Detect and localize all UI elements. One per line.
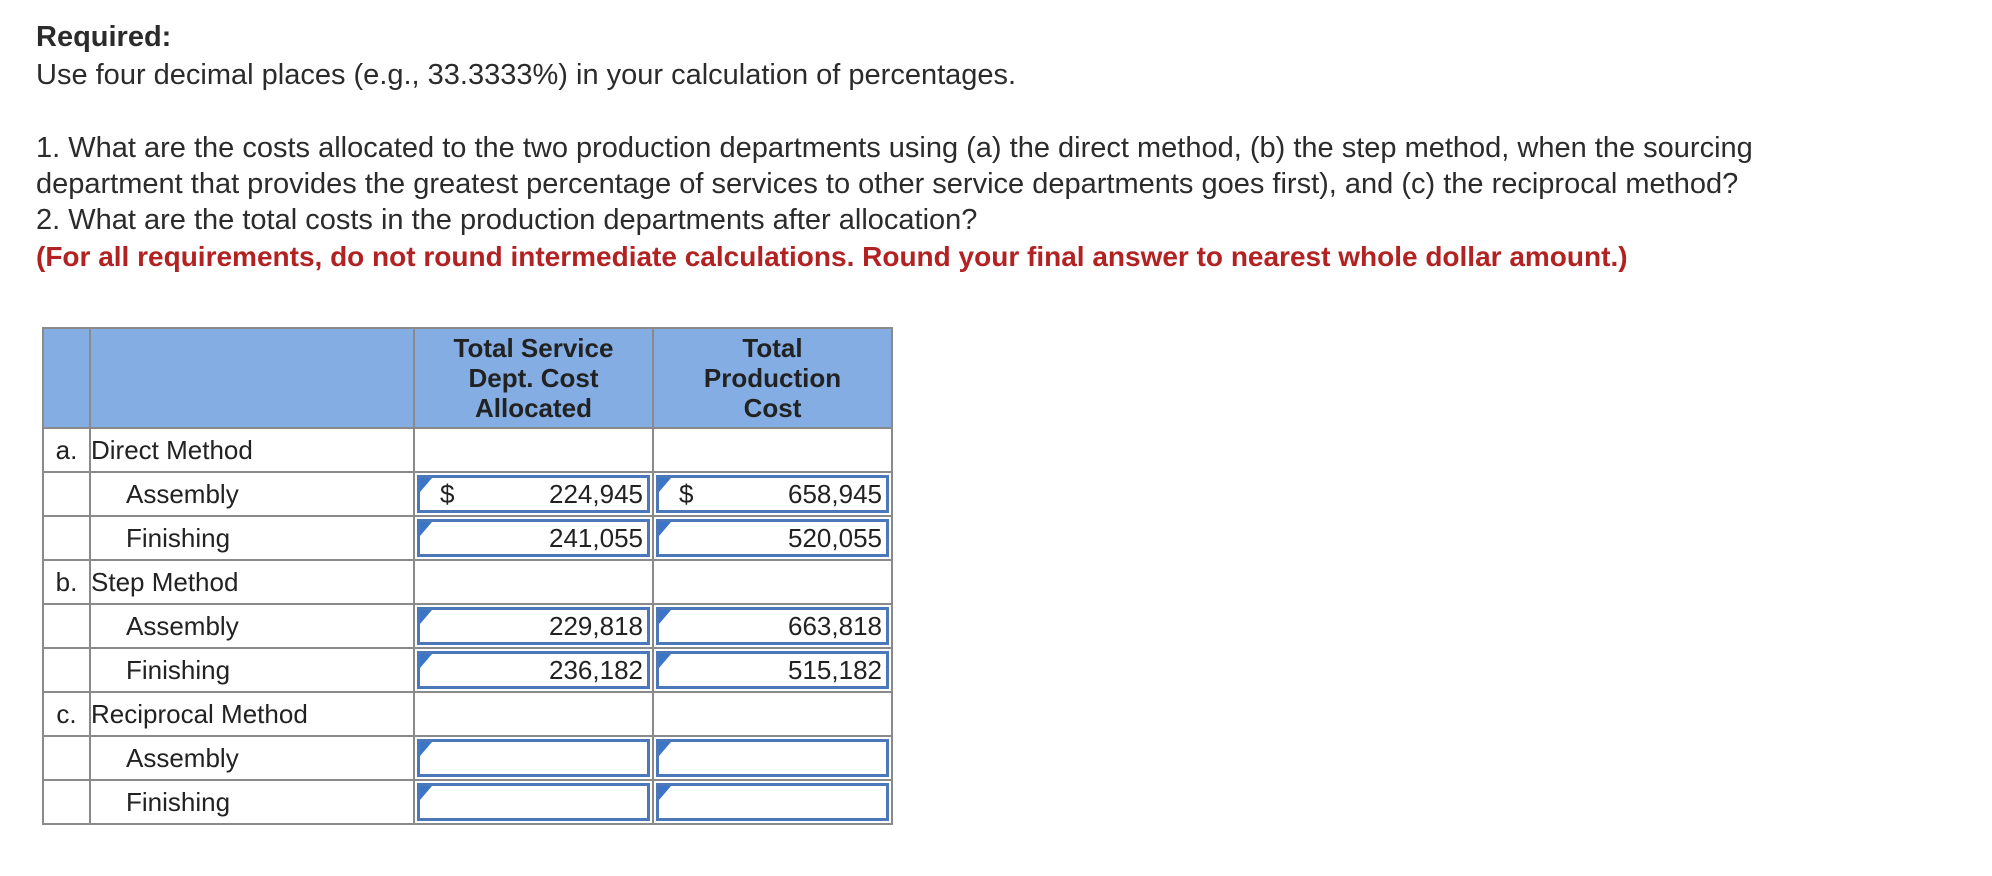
step-finishing-production-input[interactable] — [656, 651, 889, 689]
input-flag-icon — [420, 742, 432, 756]
input-flag-icon — [659, 654, 671, 668]
input-flag-icon — [659, 786, 671, 800]
questions — [36, 130, 1956, 276]
reciprocal-assembly-production-input[interactable] — [656, 739, 889, 777]
reciprocal-finishing-service-input[interactable] — [417, 783, 650, 821]
row-label: Assembly — [90, 736, 414, 780]
required-instruction: Use four decimal places (e.g., 33.3333%) in your calculation of percentages. — [36, 59, 1017, 91]
empty-cell — [43, 780, 90, 824]
header-production-cost: Total Production Cost — [653, 328, 892, 428]
input-value: 658,945 — [788, 478, 882, 509]
direct-finishing-service-input[interactable] — [417, 519, 650, 557]
required-title: Required: — [36, 21, 172, 53]
method-label: Step Method — [90, 560, 414, 604]
direct-assembly-service-input[interactable] — [417, 475, 650, 513]
input-flag-icon — [420, 786, 432, 800]
section-row-reciprocal — [43, 692, 892, 736]
direct-finishing-production-input[interactable] — [656, 519, 889, 557]
empty-cell — [653, 428, 892, 472]
header-service-cost: Total Service Dept. Cost Allocated — [414, 328, 653, 428]
input-flag-icon — [420, 610, 432, 624]
row-label: Assembly — [90, 604, 414, 648]
table-row — [43, 604, 892, 648]
input-value: 515,182 — [788, 654, 882, 685]
table-row — [43, 780, 892, 824]
section-letter: b. — [43, 560, 90, 604]
table-row — [43, 648, 892, 692]
input-flag-icon — [659, 522, 671, 536]
section-row-direct — [43, 428, 892, 472]
input-flag-icon — [420, 522, 432, 536]
allocation-table — [42, 327, 893, 825]
input-value: 236,182 — [549, 654, 643, 685]
empty-cell — [653, 560, 892, 604]
empty-cell — [43, 648, 90, 692]
step-assembly-production-input[interactable] — [656, 607, 889, 645]
input-value: 224,945 — [549, 478, 643, 509]
question-2: 2. What are the total costs in the production departments after allocation? — [36, 204, 978, 236]
header-letter — [43, 328, 90, 428]
reciprocal-finishing-production-input[interactable] — [656, 783, 889, 821]
input-flag-icon — [420, 654, 432, 668]
section-letter: a. — [43, 428, 90, 472]
section-letter: c. — [43, 692, 90, 736]
step-assembly-service-input[interactable] — [417, 607, 650, 645]
table-header-row — [43, 328, 892, 428]
step-finishing-service-input[interactable] — [417, 651, 650, 689]
input-flag-icon — [659, 610, 671, 624]
question-1-line-1: 1. What are the costs allocated to the two production departments using (a) the direct method, (b) the step method, when the sourcing — [36, 132, 1753, 164]
row-label: Finishing — [90, 516, 414, 560]
rounding-note: (For all requirements, do not round intermediate calculations. Round your final answer to nearest whole dollar amount.) — [36, 241, 1628, 272]
section-row-step — [43, 560, 892, 604]
table-row — [43, 472, 892, 516]
method-label: Direct Method — [90, 428, 414, 472]
empty-cell — [43, 604, 90, 648]
row-label: Assembly — [90, 472, 414, 516]
input-flag-icon — [659, 478, 671, 492]
input-flag-icon — [659, 742, 671, 756]
empty-cell — [414, 692, 653, 736]
question-1-line-2: department that provides the greatest percentage of services to other service departments goes first), and (c) the reciprocal method? — [36, 168, 1739, 200]
row-label: Finishing — [90, 648, 414, 692]
currency-symbol: $ — [440, 478, 455, 509]
empty-cell — [43, 516, 90, 560]
method-label: Reciprocal Method — [90, 692, 414, 736]
table-row — [43, 736, 892, 780]
instructions — [36, 18, 1956, 276]
row-label: Finishing — [90, 780, 414, 824]
empty-cell — [43, 472, 90, 516]
empty-cell — [653, 692, 892, 736]
input-value: 229,818 — [549, 610, 643, 641]
empty-cell — [414, 560, 653, 604]
input-value: 663,818 — [788, 610, 882, 641]
table-row — [43, 516, 892, 560]
input-value: 520,055 — [788, 522, 882, 553]
input-value: 241,055 — [549, 522, 643, 553]
empty-cell — [414, 428, 653, 472]
direct-assembly-production-input[interactable] — [656, 475, 889, 513]
empty-cell — [43, 736, 90, 780]
header-label — [90, 328, 414, 428]
reciprocal-assembly-service-input[interactable] — [417, 739, 650, 777]
currency-symbol: $ — [679, 478, 694, 509]
input-flag-icon — [420, 478, 432, 492]
